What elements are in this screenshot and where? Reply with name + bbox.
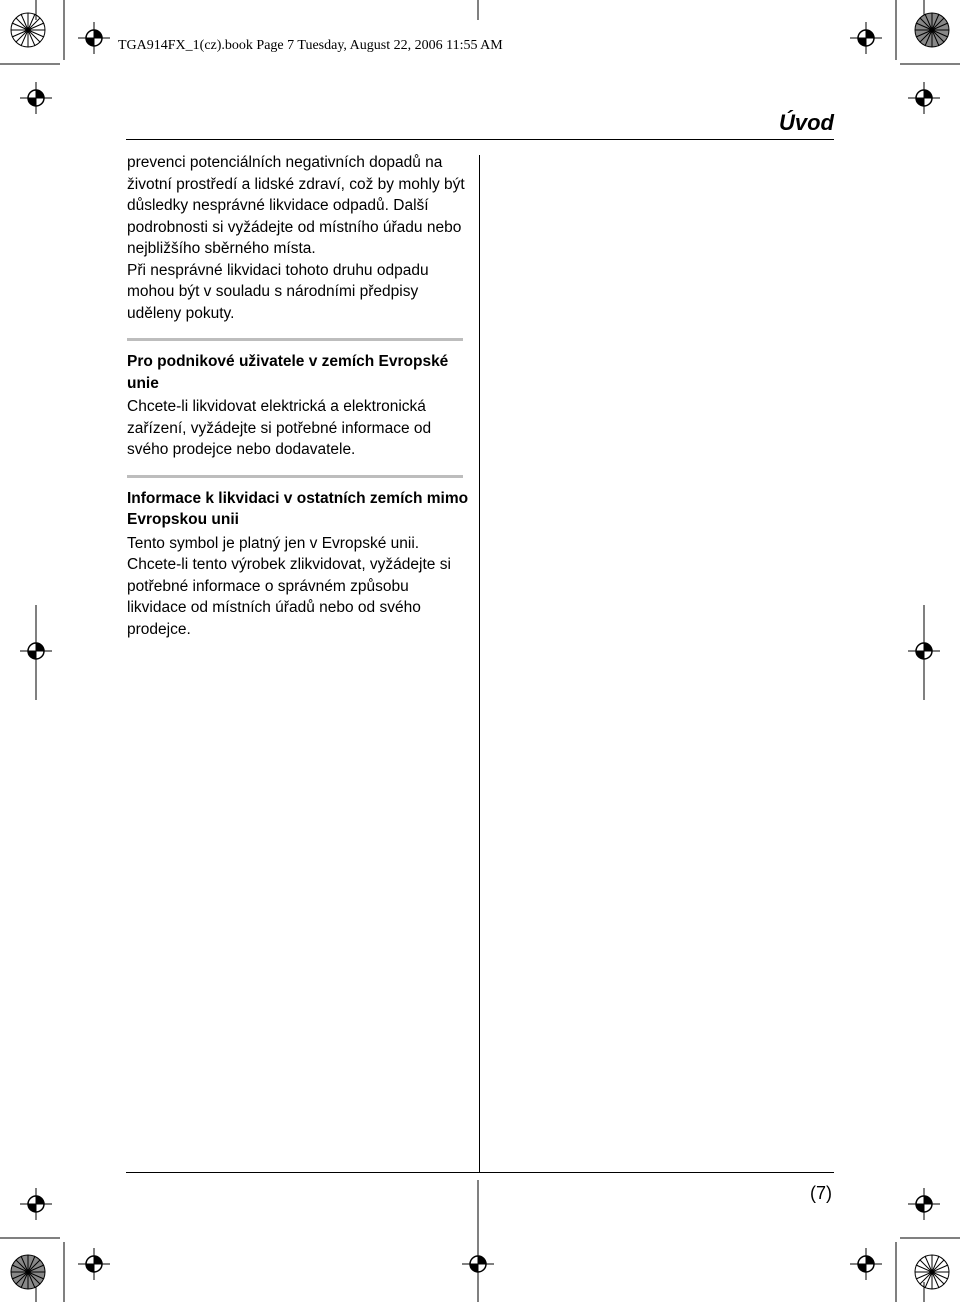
registration-mark-icon (850, 1248, 882, 1280)
eu-business-body: Chcete-li likvidovat elektrická a elektronická zařízení, vyžádejte si potřebné informace od svého prodejce nebo dodavatele. (127, 398, 432, 458)
registration-mark-icon (20, 635, 52, 667)
sunburst-target-icon (914, 12, 950, 48)
page-number: (7) (810, 1183, 832, 1203)
registration-mark-icon (78, 1248, 110, 1280)
registration-mark-icon (850, 22, 882, 54)
eu-business-heading: Pro podnikové uživatele v zemích Evropské unie (127, 353, 449, 392)
registration-mark-icon (20, 82, 52, 114)
intro-paragraph: Při nesprávné likvidaci tohoto druhu odpadu mohou být v souladu s národními předpisy uděleny pokuty. (127, 261, 429, 322)
sunburst-target-icon (10, 1254, 46, 1290)
registration-mark-icon (462, 1248, 494, 1280)
book-header: TGA914FX_1(cz).book Page 7 Tuesday, August 22, 2006 11:55 AM (118, 38, 503, 53)
non-eu-body: Tento symbol je platný jen v Evropské unii. Chcete-li tento výrobek zlikvidovat, vyžádejte si potřebné informace o správném způsobu likvidace od místních úřadů nebo od svého prodejce. (127, 534, 451, 638)
sunburst-target-icon (914, 1254, 950, 1290)
intro-paragraph: prevenci potenciálních negativních dopadů na životní prostředí a lidské zdraví, což by mohly být důsledky nesprávné likvidace odpadů. Další podrobnosti si vyžádejte od místního úřadu nebo nejbližšího sběrného místa. (127, 154, 465, 257)
registration-mark-icon (908, 1188, 940, 1220)
registration-mark-icon (908, 635, 940, 667)
sunburst-target-icon (10, 12, 46, 48)
non-eu-heading: Informace k likvidaci v ostatních zemích mimo Evropskou unii (127, 489, 469, 528)
registration-mark-icon (20, 1188, 52, 1220)
registration-mark-icon (908, 82, 940, 114)
registration-mark-icon (78, 22, 110, 54)
section-title: Úvod (779, 110, 834, 135)
